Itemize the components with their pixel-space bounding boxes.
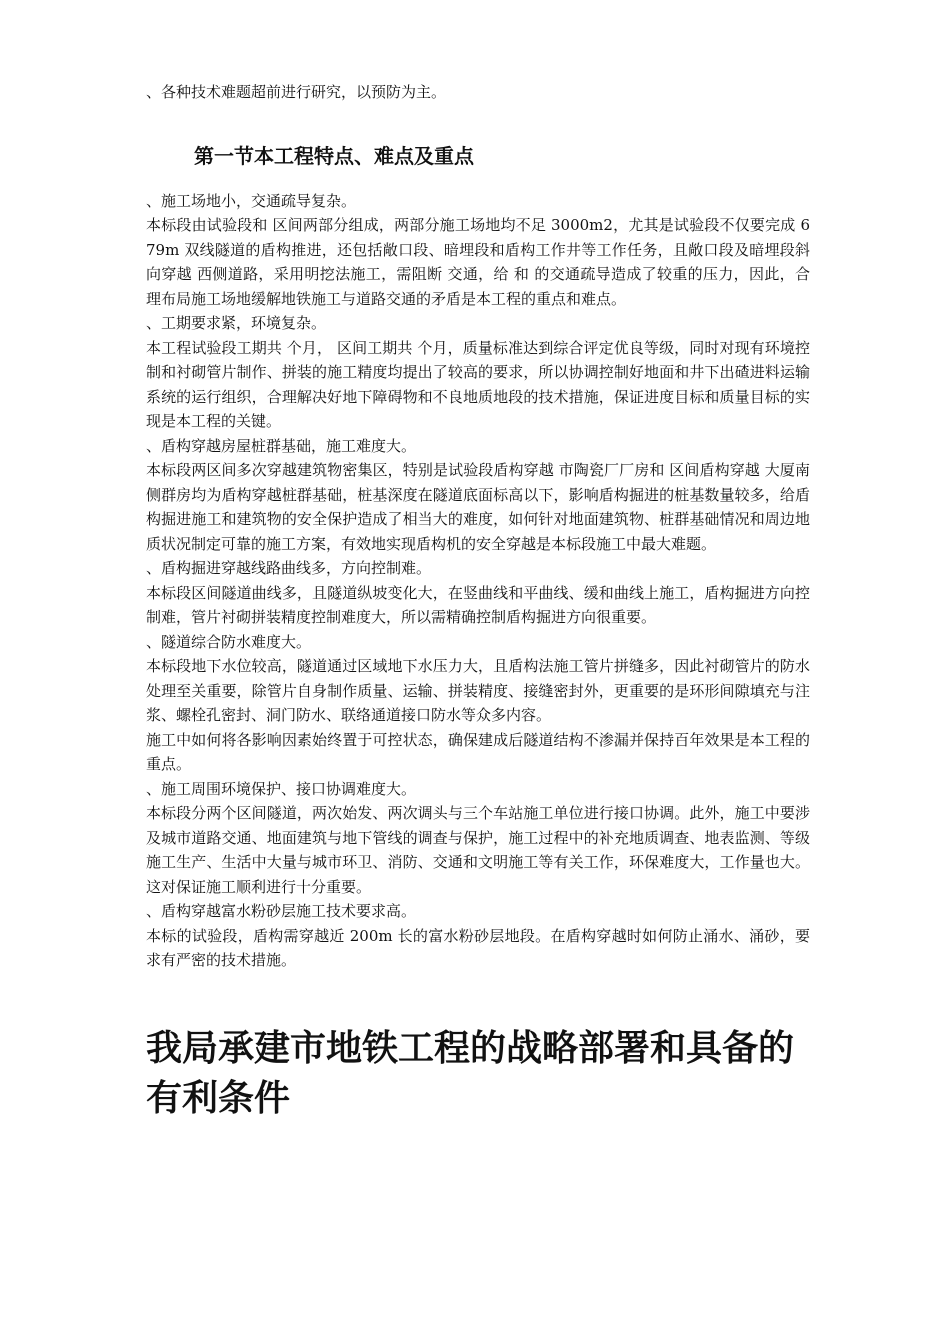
item-heading: 、盾构穿越房屋桩群基础，施工难度大。 [146, 436, 417, 455]
item-heading: 、施工场地小，交通疏导复杂。 [146, 191, 357, 210]
item-heading: 、盾构掘进穿越线路曲线多，方向控制难。 [146, 559, 432, 577]
intro-paragraph: 、各种技术难题超前进行研究，以预防为主。 [146, 83, 447, 101]
body-paragraph: 本标的试验段，盾构需穿越近 200m 长的富水粉砂层地段。在盾构穿越时如何防止涌水、涌砂，要求有严密的技术措施。 [146, 926, 810, 969]
body-paragraph: 施工中如何将各影响因素始终置于可控状态，确保建成后隧道结构不渗漏并保持百年效果是本工程的重点。 [146, 730, 810, 773]
section-title: 第一节本工程特点、难点及重点 [194, 143, 474, 168]
item-heading: 、工期要求紧，环境复杂。 [146, 314, 327, 332]
item-heading: 、施工周围环境保护、接口协调难度大。 [146, 779, 417, 798]
body-text [146, 189, 810, 973]
body-paragraph: 本标段区间隧道曲线多，且隧道纵坡变化大，在竖曲线和平曲线、缓和曲线上施工，盾构掘进方向控制难，管片衬砌拼装精度控制难度大，所以需精确控制盾构掘进方向很重要。 [146, 583, 810, 626]
body-paragraph: 本标段两区间多次穿越建筑物密集区，特别是试验段盾构穿越 市陶瓷厂厂房和 区间盾构穿越 大厦南侧群房均为盾构穿越桩群基础，桩基深度在隧道底面标高以下，影响盾构掘进的桩基数量较多，给盾构掘进施工和建筑物的安全保护造成了相当大的难度，如何针对地面建筑物、桩群基础情况和周边地质状况制定可靠的施工方案，有效地实现盾构机的安全穿越是本标段施工中最大难题。 [146, 461, 810, 553]
body-paragraph: 本标段由试验段和 区间两部分组成，两部分施工场地均不足 3000m2，尤其是试验段不仅要完成 679m 双线隧道的盾构推进，还包括敞口段、暗埋段和盾构工作井等工作任务，且敞口段及暗埋段斜向穿越 西侧道路，采用明挖法施工，需阻断 交通，给 和 的交通疏导造成了较重的压力，因此，合理布局施工场地缓解地铁施工与道路交通的矛盾是本工程的重点和难点。 [146, 216, 810, 308]
chapter-title: 我局承建市地铁工程的战略部署和具备的有利条件 [146, 1026, 795, 1119]
body-paragraph: 本标段分两个区间隧道，两次始发、两次调头与三个车站施工单位进行接口协调。此外，施工中要涉及城市道路交通、地面建筑与地下管线的调查与保护，施工过程中的补充地质调查、地表监测、等级施工生产、生活中大量与城市环卫、消防、交通和文明施工等有关工作，环保难度大，工作量也大。这对保证施工顺利进行十分重要。 [146, 804, 810, 896]
item-heading: 、隧道综合防水难度大。 [146, 632, 312, 651]
document-page [146, 80, 810, 1123]
item-heading: 、盾构穿越富水粉砂层施工技术要求高。 [146, 902, 417, 920]
body-paragraph: 本标段地下水位较高，隧道通过区域地下水压力大，且盾构法施工管片拼缝多，因此衬砌管片的防水处理至关重要，除管片自身制作质量、运输、拼装精度、接缝密封外，更重要的是环形间隙填充与注浆、螺栓孔密封、洞门防水、联络通道接口防水等众多内容。 [146, 657, 810, 724]
body-paragraph: 本工程试验段工期共 个月， 区间工期共 个月，质量标准达到综合评定优良等级，同时对现有环境控制和衬砌管片制作、拼装的施工精度均提出了较高的要求，所以协调控制好地面和井下出碴进料运输系统的运行组织，合理解决好地下障碍物和不良地质地段的技术措施，保证进度目标和质量目标的实现是本工程的关键。 [146, 338, 810, 430]
